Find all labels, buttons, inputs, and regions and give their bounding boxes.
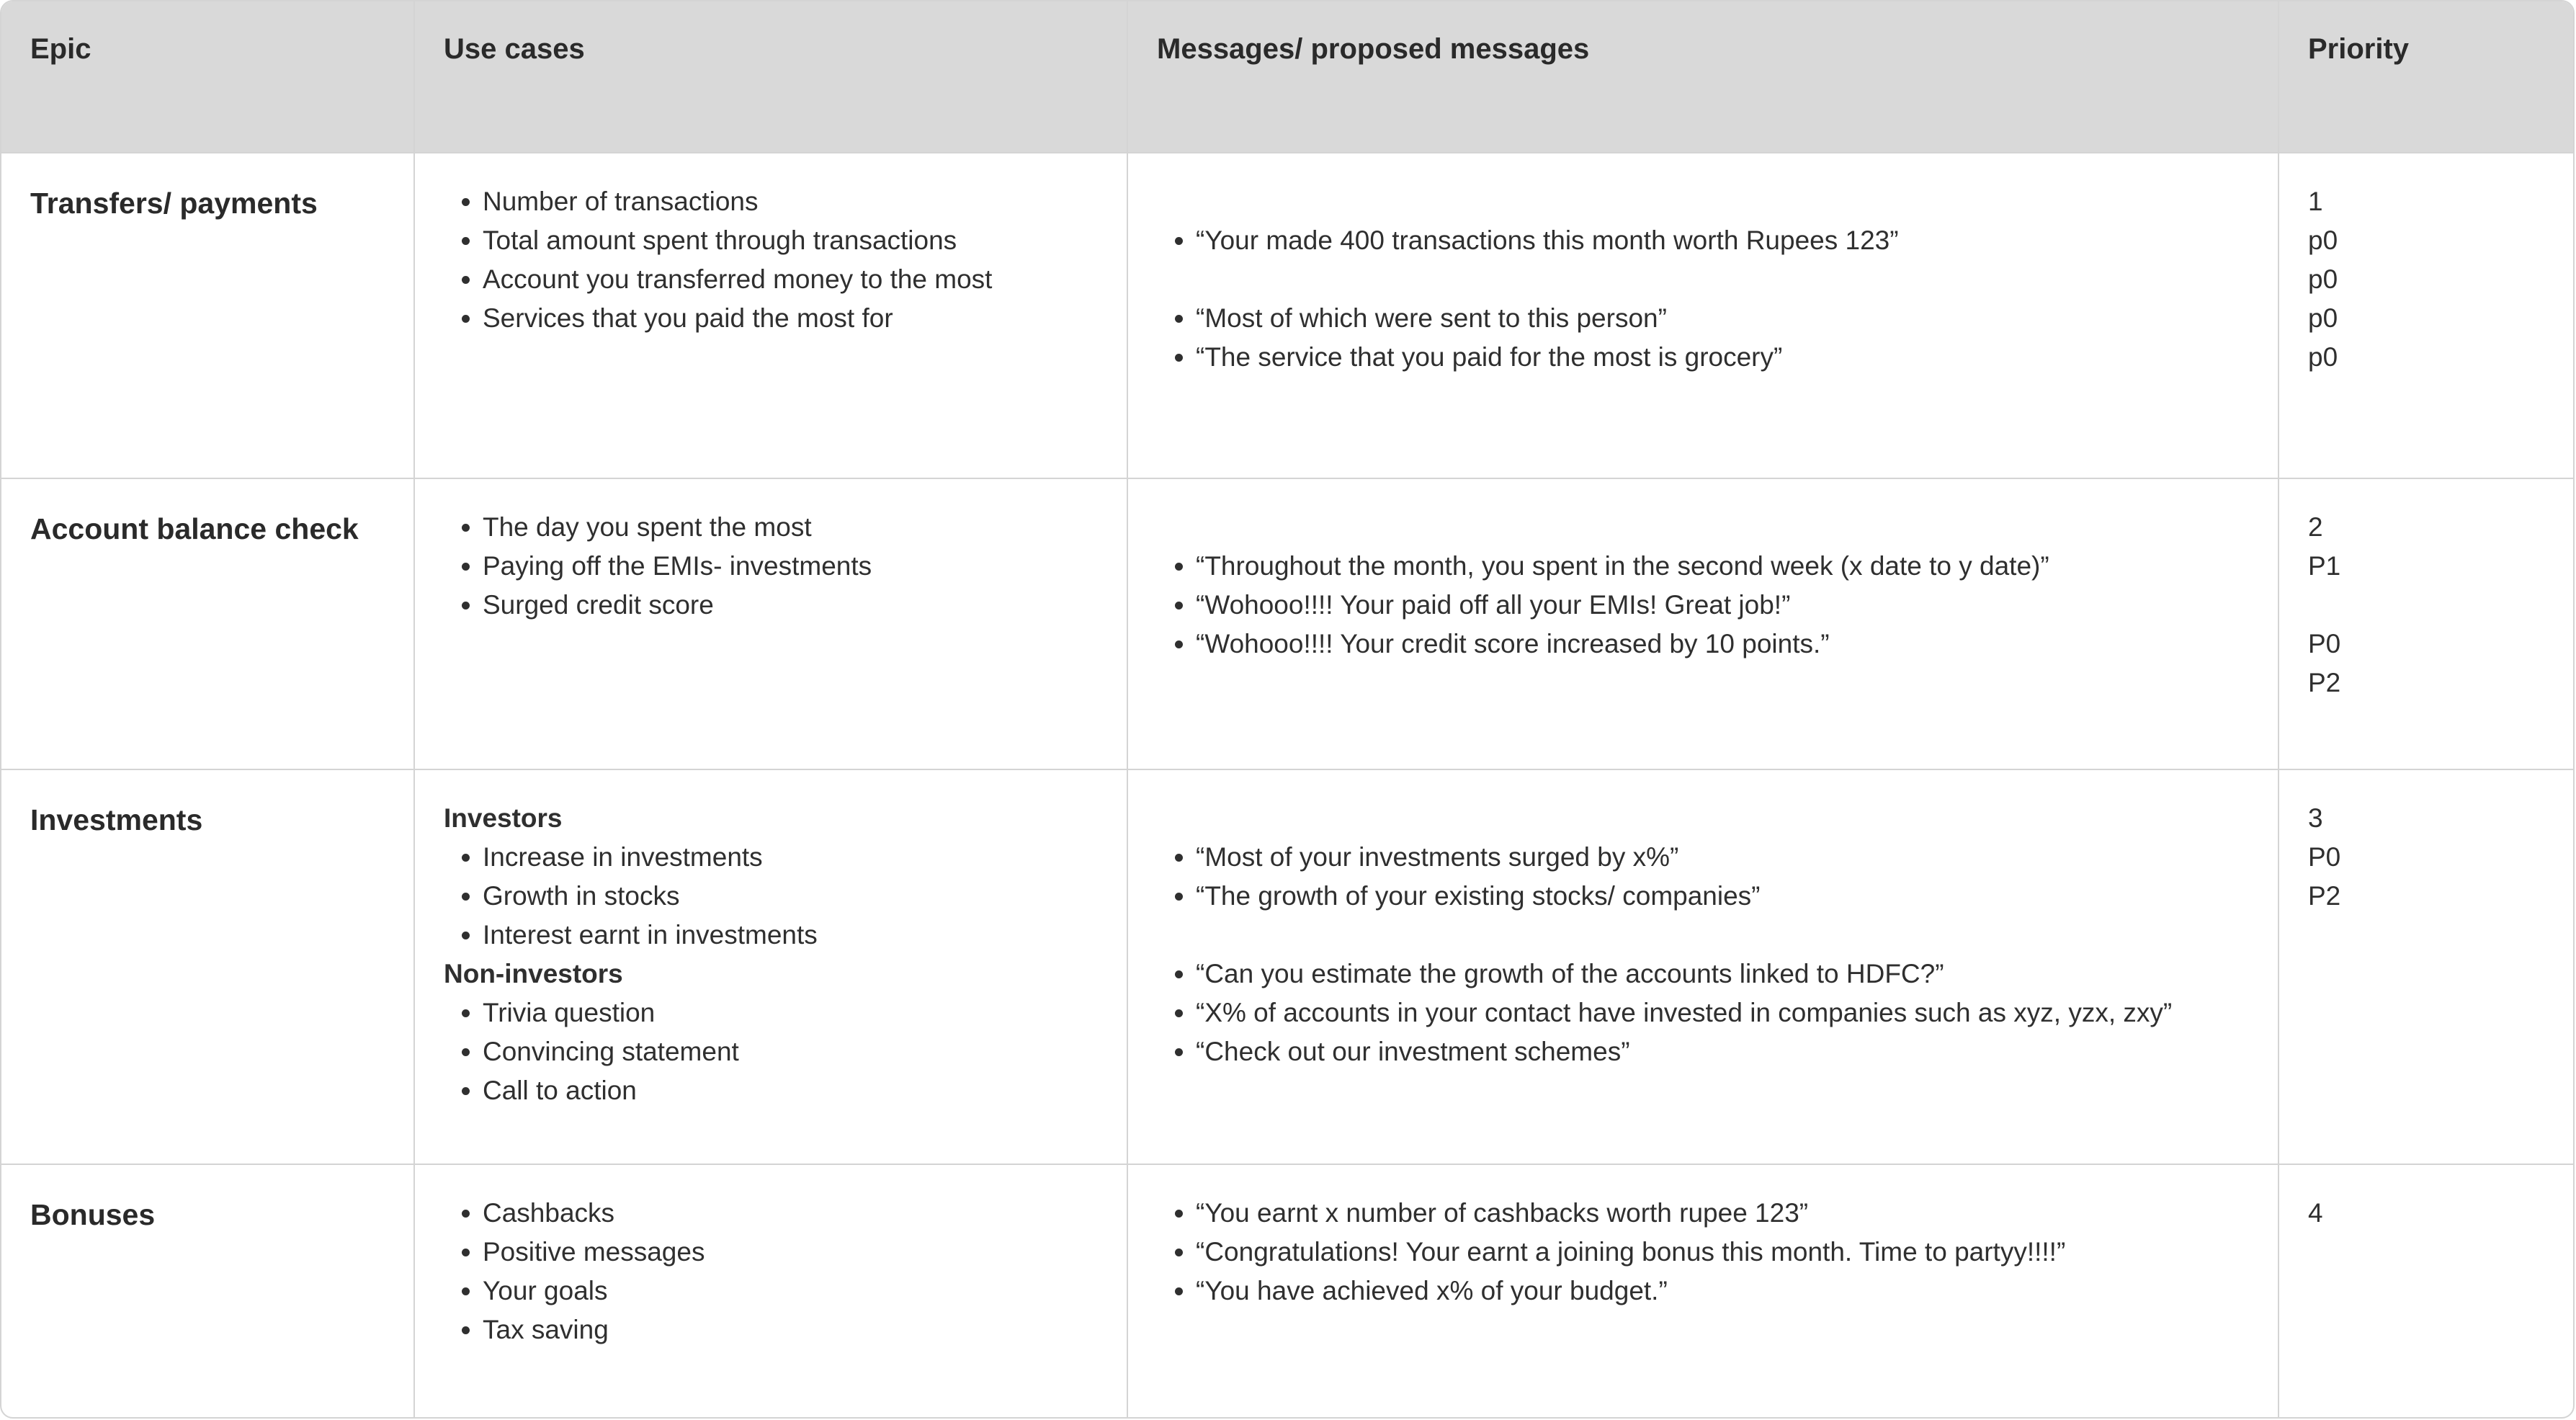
- messages-cell: [1127, 153, 2278, 478]
- list-item: • Interest earnt in investments: [483, 916, 1098, 955]
- messages-cell: [1127, 478, 2278, 769]
- use-cases-list: [444, 1194, 1098, 1349]
- list-item: • “Can you estimate the growth of the accounts linked to HDFC?”: [1196, 955, 2249, 993]
- table-body: [1, 153, 2573, 1417]
- use-cases-cell: [414, 478, 1127, 769]
- use-case-group-title: Non-investors: [444, 959, 623, 988]
- messages-list: [1157, 547, 2249, 664]
- priority-cell: [2278, 1164, 2573, 1417]
- list-item: • “Most of which were sent to this person”: [1196, 299, 2249, 338]
- priority-value: P2: [2308, 881, 2341, 911]
- table-row: [1, 478, 2573, 769]
- messages-cell: [1127, 769, 2278, 1164]
- header-epic: Epic: [1, 1, 414, 153]
- epic-cell: Transfers/ payments: [1, 153, 414, 478]
- list-item: • Your goals: [483, 1272, 1098, 1310]
- spacer: [1157, 508, 2249, 547]
- table-row: [1, 1164, 2573, 1417]
- list-item: • Total amount spent through transactions: [483, 221, 1098, 260]
- list-item: • Services that you paid the most for: [483, 299, 1098, 338]
- list-item: • “Most of your investments surged by x%”: [1196, 838, 2249, 877]
- priority-value: 3: [2308, 803, 2323, 833]
- list-item: • Increase in investments: [483, 838, 1098, 877]
- list-item: • “You have achieved x% of your budget.”: [1196, 1272, 2249, 1310]
- priority-value: P2: [2308, 668, 2341, 697]
- list-item: • Positive messages: [483, 1233, 1098, 1272]
- priority-value: p0: [2308, 303, 2338, 333]
- priority-value: 2: [2308, 512, 2323, 542]
- use-cases-cell: [414, 153, 1127, 478]
- use-cases-list: [444, 993, 1098, 1110]
- list-item: • Convincing statement: [483, 1032, 1098, 1071]
- use-cases-cell: [414, 1164, 1127, 1417]
- list-item: • Paying off the EMIs- investments: [483, 547, 1098, 586]
- header-messages: Messages/ proposed messages: [1127, 1, 2278, 153]
- epic-table: [1, 1, 2573, 1417]
- priority-value: 4: [2308, 1198, 2323, 1228]
- list-item: • “Your made 400 transactions this month worth Rupees 123”: [1196, 221, 2249, 260]
- list-item: • Cashbacks: [483, 1194, 1098, 1233]
- spacer: [1157, 260, 2249, 299]
- epic-cell: Bonuses: [1, 1164, 414, 1417]
- list-item: • “Wohooo!!!! Your credit score increased by 10 points.”: [1196, 625, 2249, 664]
- priority-cell: [2278, 153, 2573, 478]
- list-item: • “Throughout the month, you spent in the second week (x date to y date)”: [1196, 547, 2249, 586]
- header-priority: Priority: [2278, 1, 2573, 153]
- list-item: • Number of transactions: [483, 182, 1098, 221]
- list-item: • “X% of accounts in your contact have invested in companies such as xyz, yzx, zxy”: [1196, 993, 2249, 1032]
- list-item: • Call to action: [483, 1071, 1098, 1110]
- priority-value: P0: [2308, 629, 2341, 658]
- priority-value: P1: [2308, 551, 2341, 581]
- list-item: • Tax saving: [483, 1310, 1098, 1349]
- priority-value: p0: [2308, 225, 2338, 255]
- priority-value: 1: [2308, 187, 2323, 216]
- use-cases-list: [444, 838, 1098, 955]
- messages-list: [1157, 838, 2249, 916]
- priority-value: p0: [2308, 264, 2338, 294]
- list-item: • “Congratulations! Your earnt a joining bonus this month. Time to partyy!!!!”: [1196, 1233, 2249, 1272]
- list-item: • Surged credit score: [483, 586, 1098, 625]
- messages-list: [1157, 955, 2249, 1071]
- spacer: [1157, 182, 2249, 221]
- messages-list: [1157, 1194, 2249, 1310]
- list-item: • “The service that you paid for the most is grocery”: [1196, 338, 2249, 377]
- priority-cell: [2278, 478, 2573, 769]
- messages-cell: [1127, 1164, 2278, 1417]
- epic-cell: Investments: [1, 769, 414, 1164]
- spacer: [1157, 799, 2249, 838]
- table-row: [1, 769, 2573, 1164]
- header-row: [1, 1, 2573, 153]
- messages-list: [1157, 299, 2249, 377]
- list-item: • “Check out our investment schemes”: [1196, 1032, 2249, 1071]
- priority-value: P0: [2308, 842, 2341, 872]
- list-item: • “Wohooo!!!! Your paid off all your EMIs! Great job!”: [1196, 586, 2249, 625]
- priority-cell: [2278, 769, 2573, 1164]
- list-item: • Account you transferred money to the most: [483, 260, 1098, 299]
- list-item: • “You earnt x number of cashbacks worth rupee 123”: [1196, 1194, 2249, 1233]
- list-item: • Growth in stocks: [483, 877, 1098, 916]
- priority-value: p0: [2308, 342, 2338, 372]
- use-cases-list: [444, 182, 1098, 338]
- use-case-group-title: Investors: [444, 803, 563, 833]
- messages-list: [1157, 221, 2249, 260]
- header-use-cases: Use cases: [414, 1, 1127, 153]
- list-item: • Trivia question: [483, 993, 1098, 1032]
- epic-cell: Account balance check: [1, 478, 414, 769]
- use-cases-cell: [414, 769, 1127, 1164]
- table-header: [1, 1, 2573, 153]
- spacer: [1157, 916, 2249, 955]
- priority-value: [2308, 586, 2544, 625]
- list-item: • The day you spent the most: [483, 508, 1098, 547]
- table-row: [1, 153, 2573, 478]
- use-cases-list: [444, 508, 1098, 625]
- list-item: • “The growth of your existing stocks/ companies”: [1196, 877, 2249, 916]
